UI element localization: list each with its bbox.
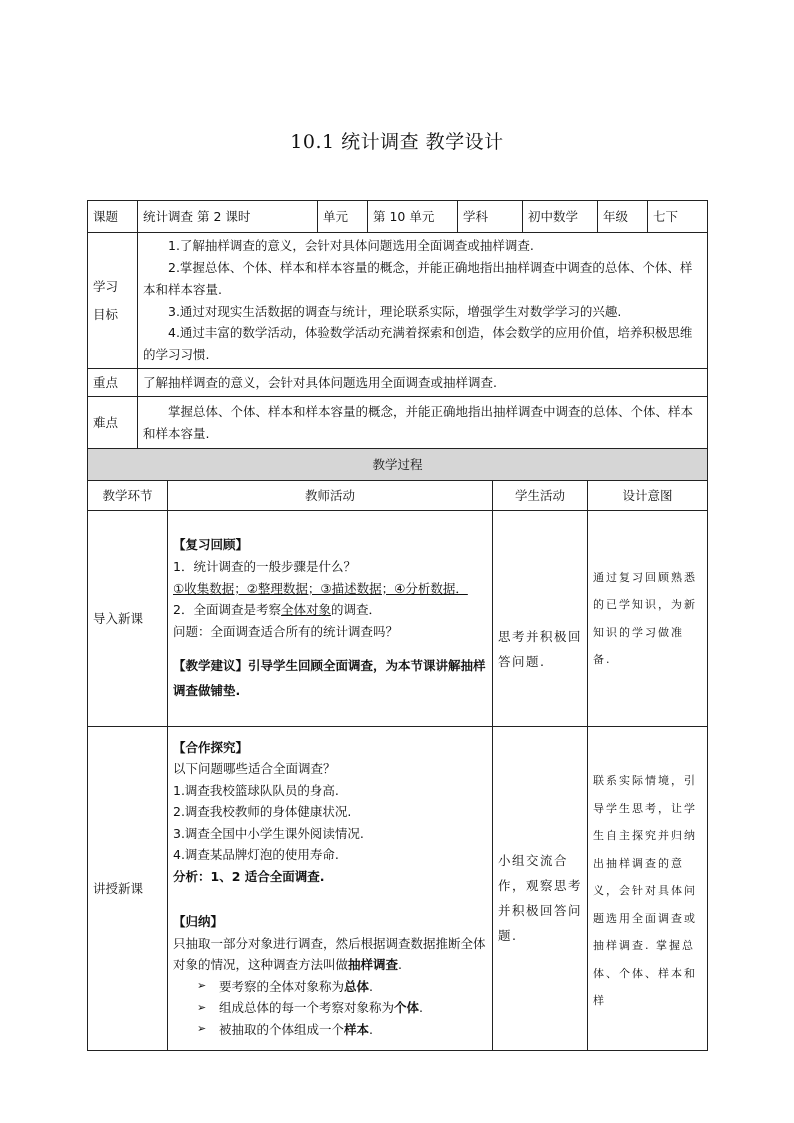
- bullet-item: ➢ 被抽取的个体组成一个 样本 .: [173, 1019, 487, 1041]
- subject-label: 学科: [458, 201, 523, 233]
- coop-item: 3.调查全国中小学生课外阅读情况.: [173, 825, 364, 841]
- unit-label: 单元: [318, 201, 368, 233]
- goal-item: 1.了解抽样调查的意义，会针对具体问题选用全面调查或抽样调查.: [168, 237, 534, 253]
- summary-text: 只抽取一部分对象进行调查，然后根据调查数据推断全体对象的情况，这种调查方法叫做抽样调查.: [173, 935, 486, 973]
- coop-item: 2.调查我校教师的身体健康状况.: [173, 804, 352, 820]
- stage-new: 讲授新课: [88, 727, 168, 1051]
- goals-label: 学习 目标: [88, 233, 138, 369]
- summary-title: 【归纳】: [173, 914, 224, 930]
- bullet-item: ➢ 组成总体的每一个考察对象称为 个体 .: [173, 997, 487, 1019]
- teaching-process-table: [87, 448, 708, 1051]
- process-header: 教学过程: [88, 449, 708, 481]
- coop-item: 4.调查某品牌灯泡的使用寿命.: [173, 847, 339, 863]
- teaching-suggestion: 【教学建议】引导学生回顾全面调查，为本节课讲解抽样调查做铺垫.: [173, 658, 486, 699]
- question-1: 1．统计调查的一般步骤是什么？: [173, 558, 356, 574]
- goals-content: [138, 233, 708, 369]
- column-header: 学生活动: [493, 481, 588, 511]
- student-activity-intro: 思考并积极回答问题.: [493, 511, 588, 727]
- stage-intro: 导入新课: [88, 511, 168, 727]
- analysis: 分析：1、2 适合全面调查.: [173, 868, 325, 884]
- question-2: 2．全面调查是考察全体对象的调查．: [173, 602, 381, 618]
- topic-label: 课题: [88, 201, 138, 233]
- grade-label: 年级: [598, 201, 648, 233]
- question-prompt: 问题：全面调查适合所有的统计调查吗？: [173, 624, 399, 640]
- coop-item: 1.调查我校篮球队队员的身高.: [173, 782, 339, 798]
- teacher-activity-new: [168, 727, 493, 1051]
- column-header: 教师活动: [168, 481, 493, 511]
- bullet-item: ➢ 要考察的全体对象称为 总体 .: [173, 976, 487, 998]
- difficulty-label: 难点: [88, 397, 138, 449]
- page-title: 10.1 统计调查 教学设计: [290, 131, 504, 153]
- design-intent-intro: 通过复习回顾熟悉的已学知识，为新知识的学习做准备.: [588, 511, 708, 727]
- arrow-bullet-icon: ➢: [197, 979, 207, 993]
- subject-value: 初中数学: [523, 201, 598, 233]
- difficulty-text: 掌握总体、个体、样本和样本容量的概念，并能正确地指出抽样调查中调查的总体、个体、样本和样本容量.: [138, 397, 708, 449]
- column-header: 教学环节: [88, 481, 168, 511]
- key-point-text: 了解抽样调查的意义，会针对具体问题选用全面调查或抽样调查.: [138, 369, 708, 397]
- topic-value: 统计调查 第 2 课时: [138, 201, 318, 233]
- coop-title: 【合作探究】: [173, 739, 249, 755]
- answer-1: ①收集数据；②整理数据；③描述数据；④分析数据．: [173, 580, 468, 596]
- grade-value: 七下: [648, 201, 708, 233]
- teacher-activity-intro: [168, 511, 493, 727]
- column-header: 设计意图: [588, 481, 708, 511]
- lesson-info-table: [87, 200, 708, 449]
- goal-item: 3.通过对现实生活数据的调查与统计，理论联系实际，增强学生对数学学习的兴趣.: [168, 303, 622, 319]
- arrow-bullet-icon: ➢: [197, 1022, 207, 1036]
- coop-intro: 以下问题哪些适合全面调查？: [173, 761, 336, 777]
- goal-item: 2.掌握总体、个体、样本和样本容量的概念，并能正确地指出抽样调查中调查的总体、个体、样本和样本容量.: [143, 259, 693, 297]
- arrow-bullet-icon: ➢: [197, 1000, 207, 1014]
- student-activity-new: 小组交流合作，观察思考并积极回答问题.: [493, 727, 588, 1051]
- unit-value: 第 10 单元: [368, 201, 458, 233]
- design-intent-new: 联系实际情境，引导学生思考，让学生自主探究并归纳出抽样调查的意义，会针对具体问题选用全面调查或抽样调查. 掌握总体、个体、样本和样: [588, 727, 708, 1051]
- review-title: 【复习回顾】: [173, 536, 249, 552]
- goal-item: 4.通过丰富的数学活动，体验数学活动充满着探索和创造，体会数学的应用价值，培养积极思维的学习习惯.: [143, 325, 693, 363]
- key-point-label: 重点: [88, 369, 138, 397]
